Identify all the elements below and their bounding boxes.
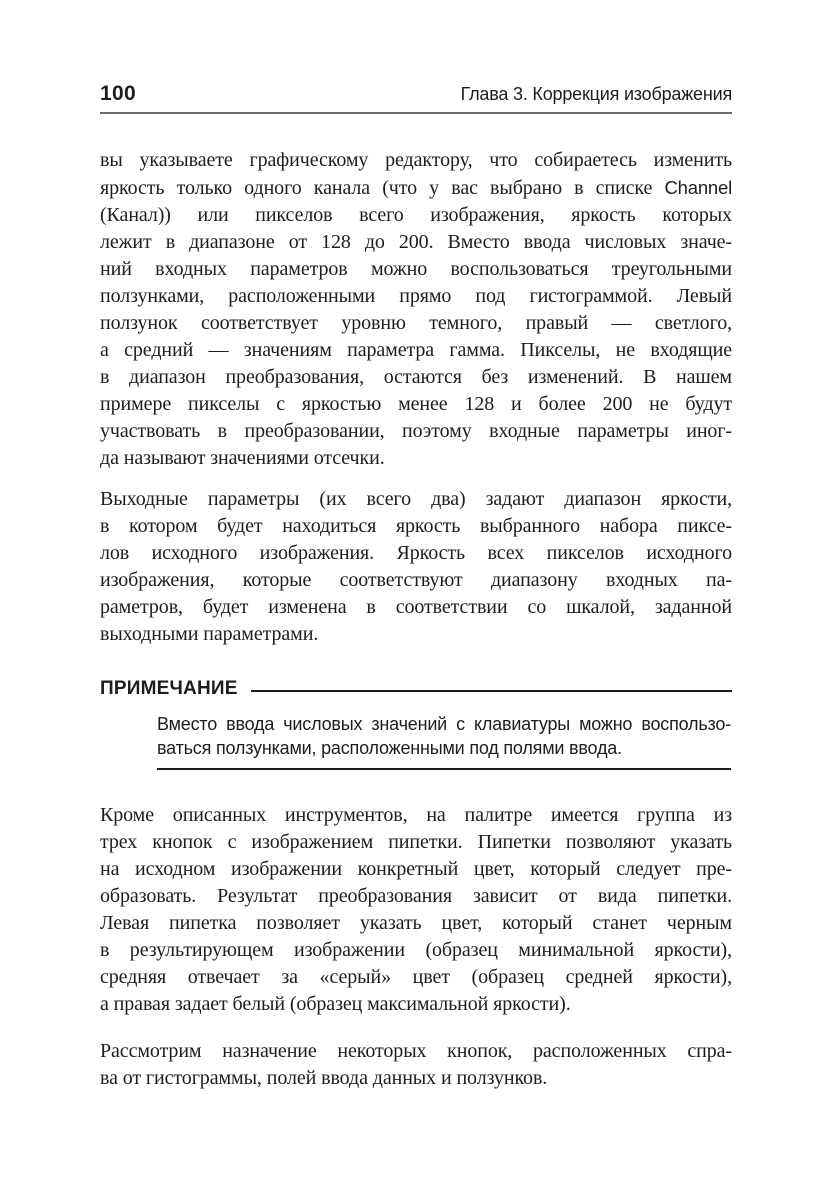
text-line: ползунок соответствует уровню темного, правый — светлого,: [100, 312, 732, 334]
paragraph-1: [100, 147, 732, 472]
text-line: лежит в диапазоне от 128 до 200. Вместо ввода числовых значе-: [100, 231, 732, 253]
note-label: ПРИМЕЧАНИЕ: [100, 678, 238, 699]
text-line: выходными параметрами.: [100, 623, 319, 645]
text-line: в диапазон преобразования, остаются без изменений. В нашем: [100, 366, 732, 388]
paragraph-2: [100, 486, 732, 648]
text-line: ва от гистограммы, полей ввода данных и ползунков.: [100, 1067, 548, 1089]
text-line: вы указываете графическому редактору, что собираетесь изменить: [100, 149, 732, 171]
paragraph-3: [100, 802, 732, 1018]
paragraph-4: [100, 1038, 732, 1092]
text-line: образовать. Результат преобразования зависит от вида пипетки.: [100, 885, 732, 907]
text-line: на исходном изображении конкретный цвет, который следует пре-: [100, 858, 732, 880]
text-line: в котором будет находиться яркость выбранного набора пиксе-: [100, 515, 732, 537]
text-line: примере пикселы с яркостью менее 128 и более 200 не будут: [100, 393, 732, 415]
text-line: раметров, будет изменена в соответствии со шкалой, заданной: [100, 596, 732, 618]
text-line: да называют значениями отсечки.: [100, 447, 385, 469]
text-line: Левая пипетка позволяет указать цвет, который станет черным: [100, 912, 732, 934]
text-line: участвовать в преобразовании, поэтому входные параметры иног-: [100, 420, 732, 442]
note-bottom-rule: [157, 768, 731, 770]
text-line: а средний — значениям параметра гамма. Пикселы, не входящие: [100, 339, 732, 361]
text-line: ваться ползунками, расположенными под полями ввода.: [157, 738, 622, 758]
page-content: [100, 0, 732, 1092]
text-line: изображения, которые соответствуют диапазону входных па-: [100, 569, 732, 591]
chapter-running-title: Глава 3. Коррекция изображения: [460, 84, 732, 104]
note-body: [157, 712, 731, 760]
note-block: [100, 678, 732, 770]
text-line: Рассмотрим назначение некоторых кнопок, расположенных спра-: [100, 1040, 732, 1062]
text-line: трех кнопок с изображением пипетки. Пипетки позволяют указать: [100, 831, 732, 853]
page-number: 100: [100, 82, 136, 105]
text-line: Кроме описанных инструментов, на палитре имеется группа из: [100, 804, 732, 826]
text-line: ползунками, расположенными прямо под гистограммой. Левый: [100, 285, 732, 307]
text-line: в результирующем изображении (образец минимальной яркости),: [100, 939, 732, 961]
text-line: средняя отвечает за «серый» цвет (образец средней яркости),: [100, 966, 732, 988]
running-header: [100, 82, 732, 106]
text-line: ний входных параметров можно воспользоваться треугольными: [100, 258, 732, 280]
text-line: [100, 174, 732, 202]
ui-term-channel: Channel: [664, 177, 732, 198]
text-segment: яркость только одного канала (что у вас выбрано в списке: [100, 177, 665, 199]
note-header-rule: [251, 690, 732, 692]
text-line: (Канал)) или пикселов всего изображения, яркость которых: [100, 204, 732, 226]
text-line: Выходные параметры (их всего два) задают диапазон яркости,: [100, 488, 732, 510]
text-line: а правая задает белый (образец максимальной яркости).: [100, 993, 571, 1015]
text-line: лов исходного изображения. Яркость всех пикселов исходного: [100, 542, 732, 564]
text-line: Вместо ввода числовых значений с клавиатуры можно воспользо-: [157, 714, 731, 734]
header-divider: [100, 112, 732, 114]
note-header: [100, 678, 732, 700]
